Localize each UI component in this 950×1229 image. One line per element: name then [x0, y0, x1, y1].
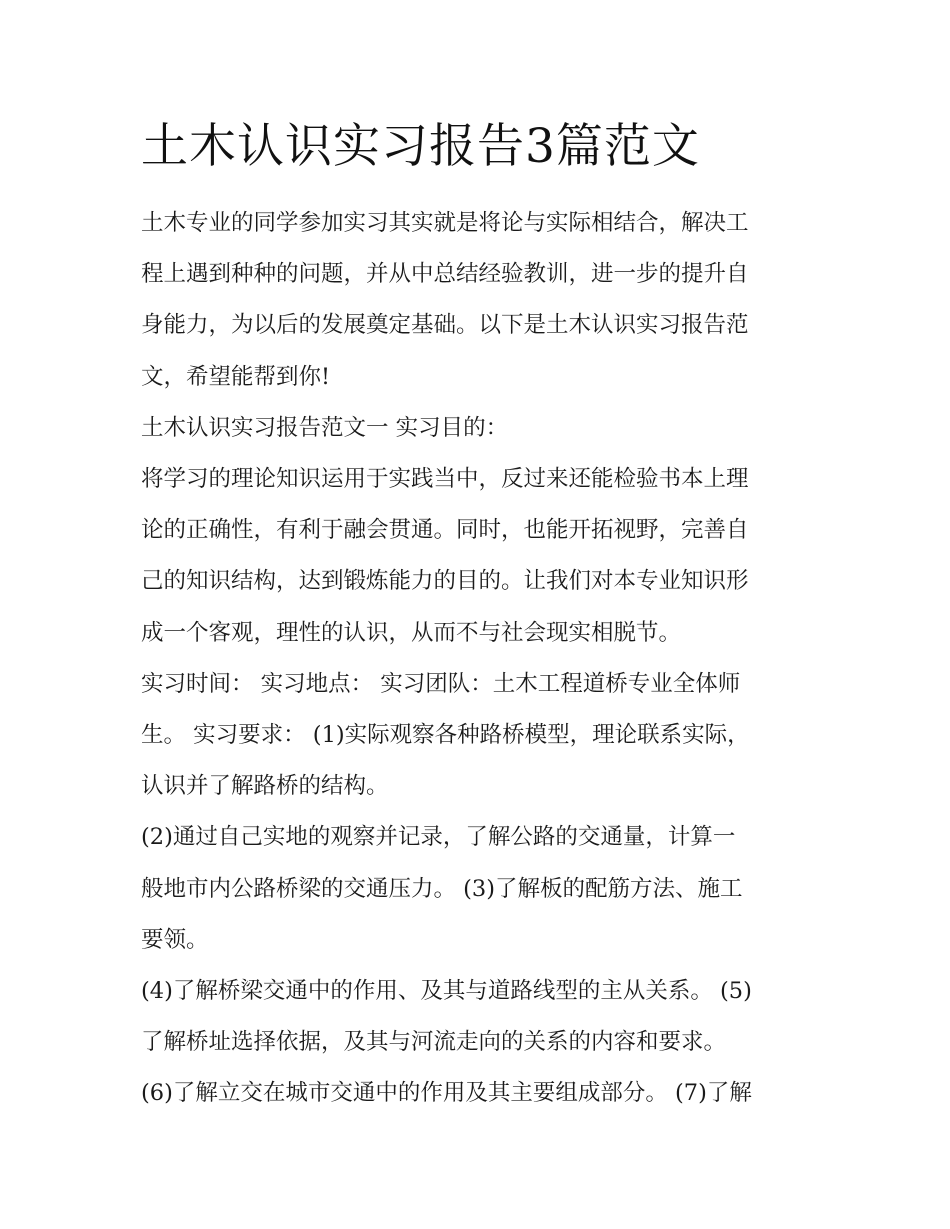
text-line: 论的正确性，有利于融会贯通。同时，也能开拓视野，完善自	[141, 517, 749, 544]
text-line: 文，希望能帮到你!	[141, 363, 331, 390]
text-line: 要领。	[141, 926, 209, 953]
paragraph-items-2-3	[141, 812, 813, 966]
document-title: 土木认识实习报告3篇范文	[141, 119, 700, 174]
paragraph-requirements	[141, 659, 813, 813]
text-line: 己的知识结构，达到锻炼能力的目的。让我们对本专业知识形	[141, 568, 749, 595]
text-line: (6)了解立交在城市交通中的作用及其主要组成部分。 (7)了解	[141, 1080, 752, 1107]
text-line: 成一个客观，理性的认识，从而不与社会现实相脱节。	[141, 619, 682, 646]
text-line: 生。 实习要求： (1)实际观察各种路桥模型，理论联系实际，	[141, 722, 750, 749]
section-heading-example-one	[141, 403, 813, 454]
document-body	[141, 114, 813, 1120]
paragraph-items-6-7	[141, 1068, 813, 1119]
text-line: (2)通过自己实地的观察并记录，了解公路的交通量，计算一	[141, 824, 736, 851]
text-line: 实习时间： 实习地点： 实习团队：土木工程道桥专业全体师	[141, 670, 741, 697]
text-line: 程上遇到种种的问题，并从中总结经验教训，进一步的提升自	[141, 261, 749, 288]
text-line: 般地市内公路桥梁的交通压力。 (3)了解板的配筋方法、施工	[141, 875, 743, 902]
text-line: (4)了解桥梁交通中的作用、及其与道路线型的主从关系。 (5)	[141, 978, 752, 1005]
paragraph-items-4-5	[141, 966, 813, 1068]
text-line: 认识并了解路桥的结构。	[141, 773, 389, 800]
text-line: 土木认识实习报告范文一 实习目的：	[141, 414, 509, 441]
paragraph-purpose	[141, 454, 813, 659]
text-line: 了解桥址选择依据，及其与河流走向的关系的内容和要求。	[141, 1029, 727, 1056]
paragraph-intro	[141, 198, 813, 403]
text-line: 土木专业的同学参加实习其实就是将论与实际相结合，解决工	[141, 210, 749, 236]
text-line: 将学习的理论知识运用于实践当中，反过来还能检验书本上理	[141, 466, 749, 493]
text-line: 身能力，为以后的发展奠定基础。以下是土木认识实习报告范	[141, 312, 749, 339]
